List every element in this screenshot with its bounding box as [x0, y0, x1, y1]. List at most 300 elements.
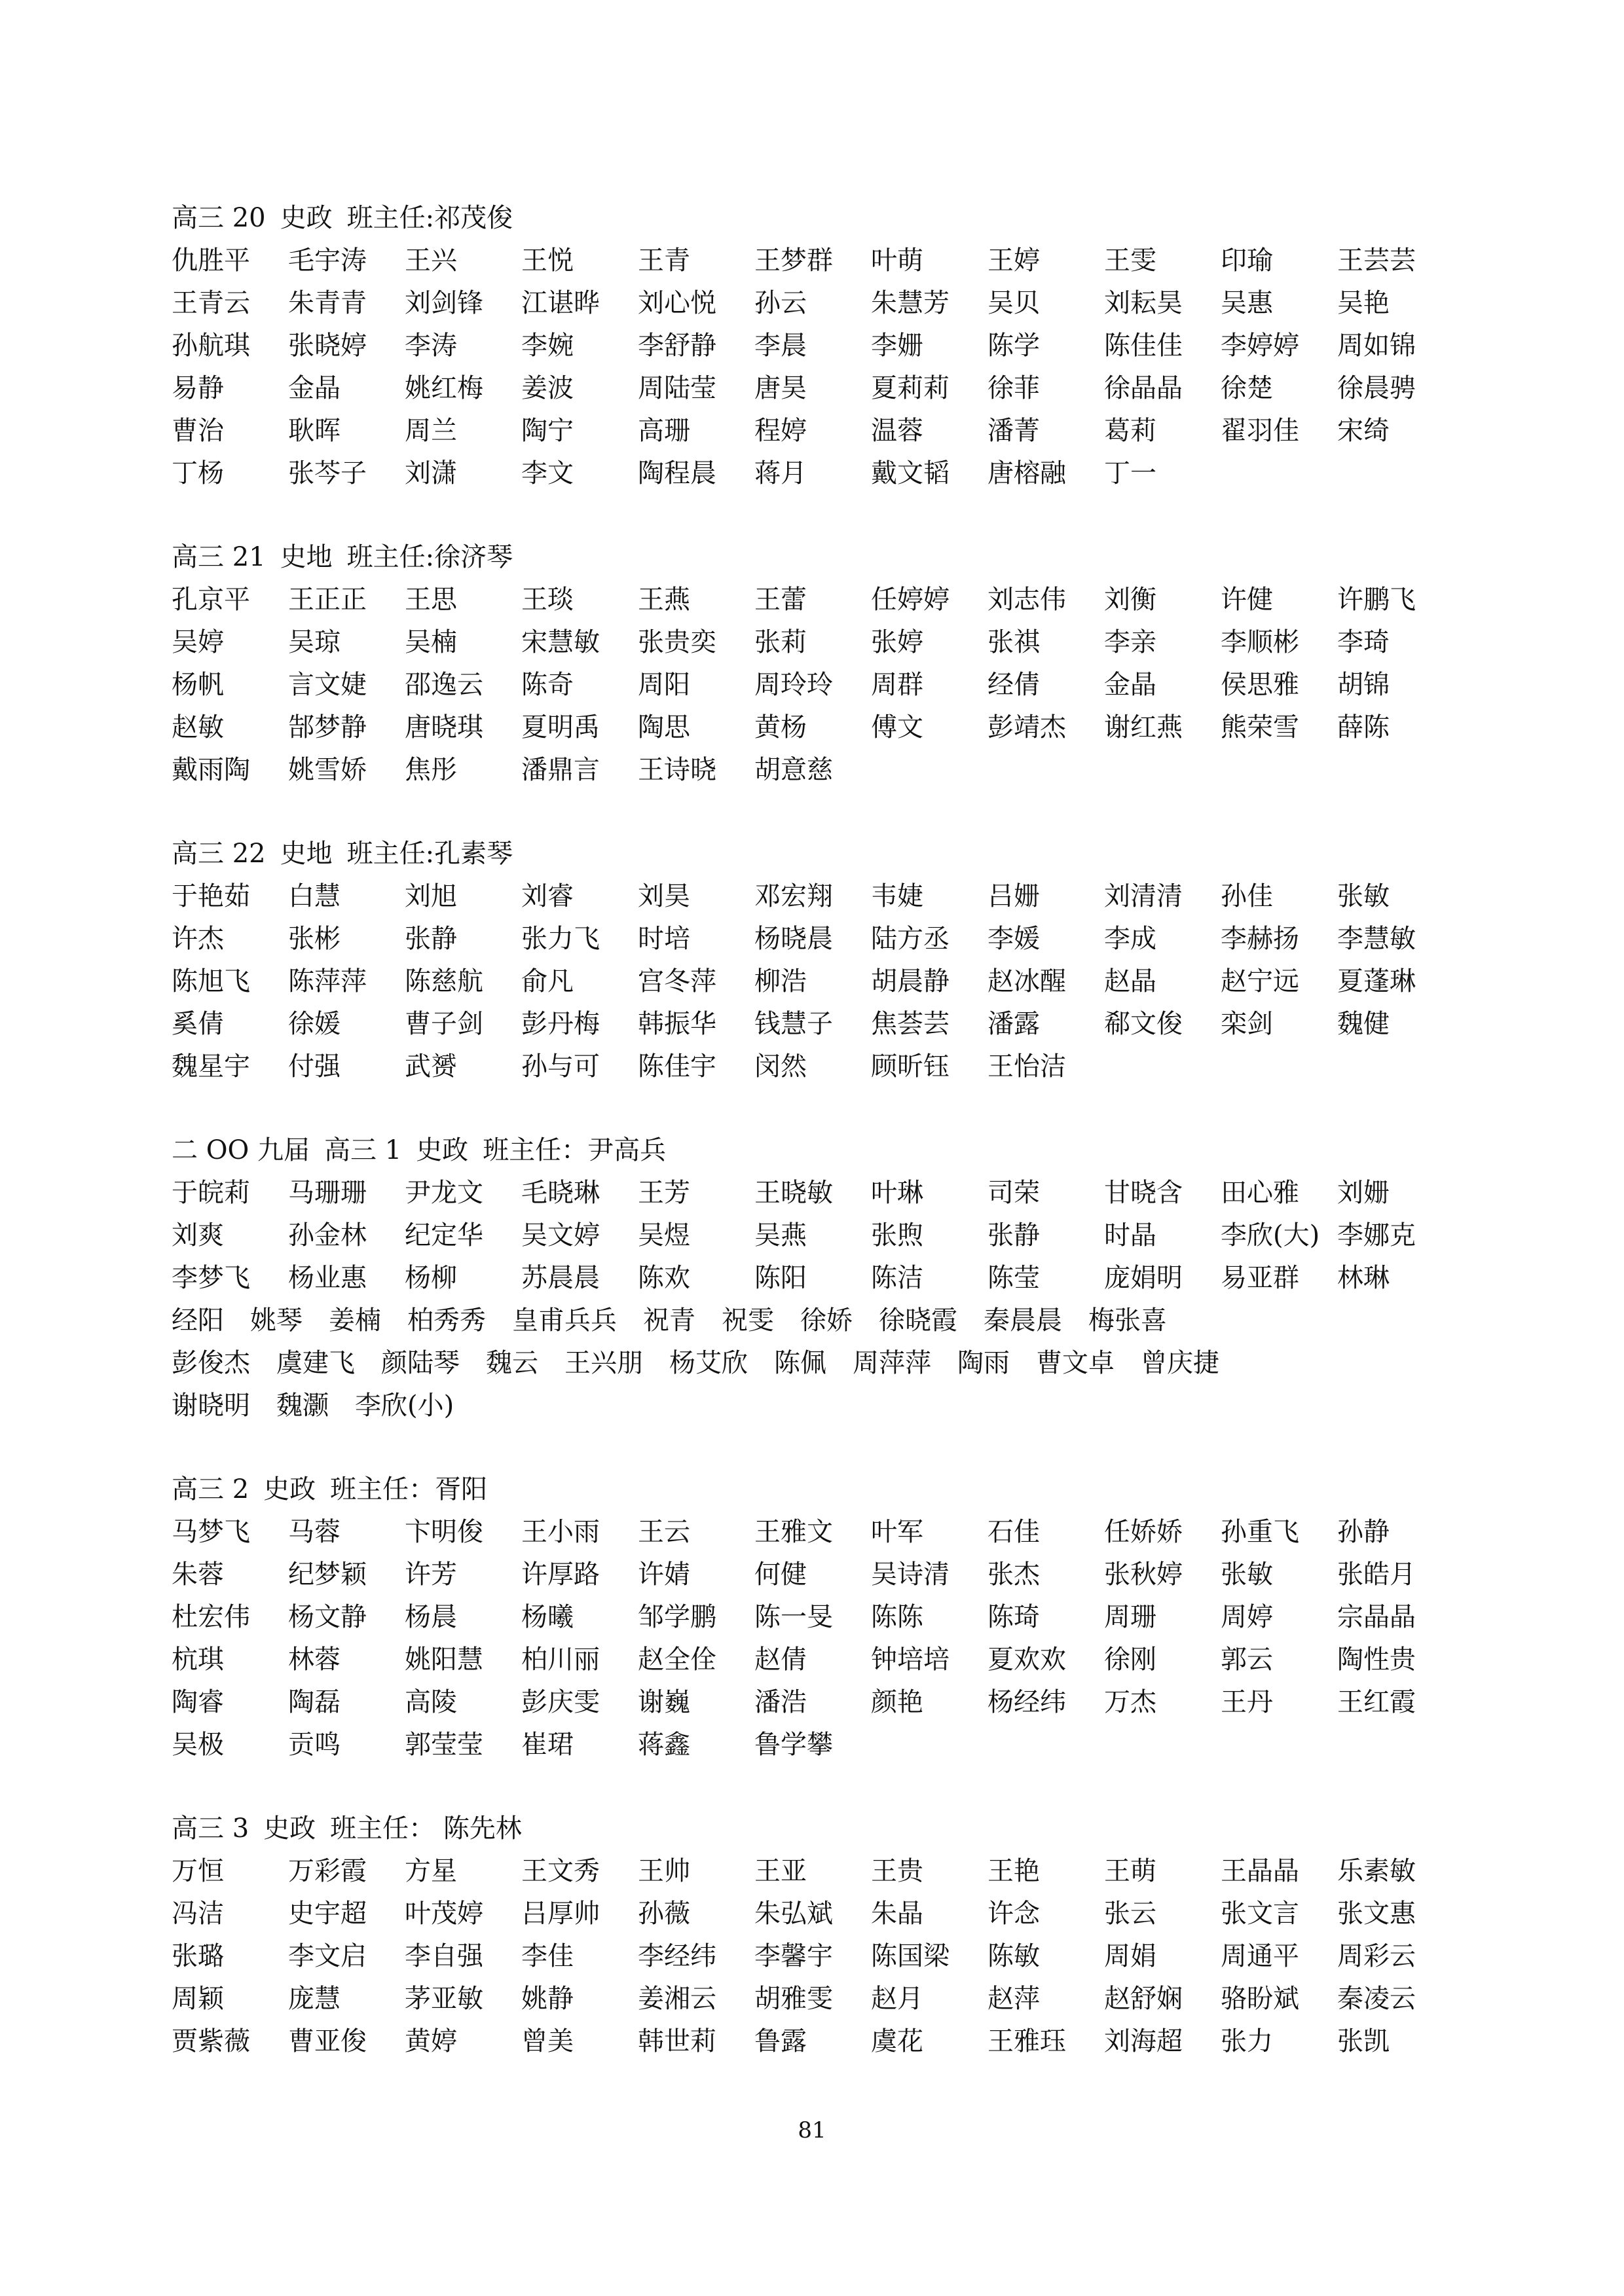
- student-name: 陶思: [638, 712, 690, 742]
- student-name: 谢巍: [638, 1687, 690, 1717]
- student-name: 姚静: [521, 1984, 574, 2014]
- student-name: 贾紫薇: [172, 2026, 250, 2056]
- student-name: 魏云: [486, 1348, 538, 1378]
- student-name-grid: [172, 579, 1455, 792]
- student-name: 王兴朋: [564, 1348, 643, 1378]
- student-name: 付强: [288, 1051, 341, 1082]
- student-name: 张力飞: [521, 924, 600, 954]
- student-name: 傅文: [871, 712, 923, 742]
- student-name: 李佳: [521, 1941, 574, 1971]
- student-name: 吴燕: [754, 1220, 807, 1250]
- student-name: 杨业惠: [288, 1263, 367, 1293]
- student-name: 李欣(小): [355, 1391, 454, 1421]
- student-name: 张晓婷: [288, 331, 367, 361]
- student-name: 刘旭: [405, 881, 457, 911]
- student-name: 张文惠: [1337, 1899, 1416, 1929]
- student-name: 赵倩: [754, 1645, 807, 1675]
- student-name: 杨曦: [521, 1602, 574, 1632]
- student-name: 刘衡: [1104, 585, 1156, 615]
- class-section: [172, 1129, 1455, 1427]
- student-name: 周婷: [1221, 1602, 1273, 1632]
- student-name: 胡晨静: [871, 966, 950, 996]
- student-name: 贡鸣: [288, 1730, 341, 1760]
- student-name: 侯思雅: [1221, 670, 1299, 700]
- class-heading: [172, 196, 1455, 240]
- class-heading: [172, 832, 1455, 875]
- student-name: 柳浩: [754, 966, 807, 996]
- student-name: 胡锦: [1337, 670, 1390, 700]
- student-name: 黄杨: [754, 712, 807, 742]
- student-name: 鲁学攀: [754, 1730, 833, 1760]
- student-name: 冯洁: [172, 1899, 224, 1929]
- student-name: 陈阳: [754, 1263, 807, 1293]
- student-name: 张皓月: [1337, 1559, 1416, 1590]
- student-name-grid: [172, 240, 1455, 495]
- student-name: 陆方丞: [871, 924, 950, 954]
- student-name: 夏蓬琳: [1337, 966, 1416, 996]
- student-name: 徐刚: [1104, 1645, 1156, 1675]
- student-name: 田心雅: [1221, 1178, 1299, 1208]
- student-name: 陶雨: [957, 1348, 1010, 1378]
- student-name: 陶宁: [521, 416, 574, 446]
- student-name: 孔京平: [172, 585, 250, 615]
- student-name: 姚阳慧: [405, 1645, 483, 1675]
- student-name: 陶磊: [288, 1687, 341, 1717]
- student-name: 林蓉: [288, 1645, 341, 1675]
- student-name: 张杰: [987, 1559, 1040, 1590]
- student-name: 金晶: [1104, 670, 1156, 700]
- student-name: 李娜克: [1337, 1220, 1416, 1250]
- student-name: 柏秀秀: [407, 1305, 486, 1336]
- student-name: 王雅文: [754, 1517, 833, 1547]
- student-name: 张云: [1104, 1899, 1156, 1929]
- student-name: 叶军: [871, 1517, 923, 1547]
- class-title: 高三 3: [172, 1813, 249, 1844]
- student-name: 陶睿: [172, 1687, 224, 1717]
- student-name: 张祺: [987, 627, 1040, 657]
- student-name: 唐榕融: [987, 458, 1066, 488]
- student-name: 彭靖杰: [987, 712, 1066, 742]
- student-name: 吴煜: [638, 1220, 690, 1250]
- student-name: 徐晨骋: [1337, 373, 1416, 403]
- student-name: 姜湘云: [638, 1984, 716, 2014]
- student-name: 丁一: [1104, 458, 1156, 488]
- student-name: 王正正: [288, 585, 367, 615]
- student-name: 周珊: [1104, 1602, 1156, 1632]
- student-name: 吕厚帅: [521, 1899, 600, 1929]
- student-name: 李馨宇: [754, 1941, 833, 1971]
- student-name: 刘睿: [521, 881, 574, 911]
- student-name: 王晓敏: [754, 1178, 833, 1208]
- student-name: 周娟: [1104, 1941, 1156, 1971]
- student-name: 陈奇: [521, 670, 574, 700]
- student-name: 许杰: [172, 924, 224, 954]
- student-name: 朱慧芳: [871, 288, 950, 318]
- student-name: 赵晶: [1104, 966, 1156, 996]
- student-name: 李成: [1104, 924, 1156, 954]
- student-name: 万恒: [172, 1856, 224, 1886]
- student-name: 戴雨陶: [172, 755, 250, 785]
- student-name: 陈慈航: [405, 966, 483, 996]
- student-name: 徐晓霞: [879, 1305, 957, 1336]
- student-name: 梅张喜: [1088, 1305, 1167, 1336]
- student-name: 曹治: [172, 416, 224, 446]
- student-name: 言文婕: [288, 670, 367, 700]
- student-name: 易亚群: [1221, 1263, 1299, 1293]
- class-section: [172, 1807, 1455, 2063]
- student-name-grid: [172, 1511, 1455, 1766]
- student-name: 吴惠: [1221, 288, 1273, 318]
- student-name: 史宇超: [288, 1899, 367, 1929]
- student-name: 钱慧子: [754, 1009, 833, 1039]
- student-name: 江谌晔: [521, 288, 600, 318]
- student-name: 栾剑: [1221, 1009, 1273, 1039]
- student-name: 俞凡: [521, 966, 574, 996]
- student-name: 曹亚俊: [288, 2026, 367, 2056]
- student-name: 赵舒娴: [1104, 1984, 1183, 2014]
- student-name: 杨晨: [405, 1602, 457, 1632]
- student-name: 王芸芸: [1337, 246, 1416, 276]
- student-name: 王青云: [172, 288, 250, 318]
- class-track: 史地: [280, 839, 333, 869]
- student-name: 虞花: [871, 2026, 923, 2056]
- student-name: 甘晓含: [1104, 1178, 1183, 1208]
- student-name-grid: [172, 1172, 1455, 1300]
- student-name: 纪定华: [405, 1220, 483, 1250]
- student-name: 王婷: [987, 246, 1040, 276]
- student-name: 王琰: [521, 585, 574, 615]
- student-name: 宗晶晶: [1337, 1602, 1416, 1632]
- student-name: 杨文静: [288, 1602, 367, 1632]
- student-name: 赵敏: [172, 712, 224, 742]
- student-name: 孙静: [1337, 1517, 1390, 1547]
- student-name: 王兴: [405, 246, 457, 276]
- student-name: 李慧敏: [1337, 924, 1416, 954]
- student-name: 任娇娇: [1104, 1517, 1183, 1547]
- student-name: 潘露: [987, 1009, 1040, 1039]
- student-name: 吕姗: [987, 881, 1040, 911]
- student-name: 赵萍: [987, 1984, 1040, 2014]
- student-name: 祝雯: [722, 1305, 774, 1336]
- student-name: 王云: [638, 1517, 690, 1547]
- student-name: 王青: [638, 246, 690, 276]
- student-name: 王蕾: [754, 585, 807, 615]
- student-name: 蒋鑫: [638, 1730, 690, 1760]
- student-name: 张文言: [1221, 1899, 1299, 1929]
- student-name: 杨柳: [405, 1263, 457, 1293]
- student-name: 林琳: [1337, 1263, 1390, 1293]
- student-name: 李媛: [987, 924, 1040, 954]
- student-name: 韦婕: [871, 881, 923, 911]
- student-name: 王丹: [1221, 1687, 1273, 1717]
- student-name: 郜梦静: [288, 712, 367, 742]
- student-name: 李姗: [871, 331, 923, 361]
- student-name: 庞慧: [288, 1984, 341, 2014]
- student-name: 秦晨晨: [984, 1305, 1062, 1336]
- student-name: 王贵: [871, 1856, 923, 1886]
- student-name: 万彩霞: [288, 1856, 367, 1886]
- student-name: 李舒静: [638, 331, 716, 361]
- student-name: 经阳: [172, 1305, 224, 1336]
- student-name: 陈佩: [774, 1348, 826, 1378]
- student-name: 鲁露: [754, 2026, 807, 2056]
- student-name: 吴极: [172, 1730, 224, 1760]
- student-name: 奚倩: [172, 1009, 224, 1039]
- student-name: 朱晶: [871, 1899, 923, 1929]
- student-name: 焦荟芸: [871, 1009, 950, 1039]
- student-name: 蒋月: [754, 458, 807, 488]
- student-name: 陈学: [987, 331, 1040, 361]
- head-teacher-label: 班主任:徐济琴: [346, 542, 513, 572]
- student-name: 韩世莉: [638, 2026, 716, 2056]
- student-name: 马蓉: [288, 1517, 341, 1547]
- student-name: 李琦: [1337, 627, 1390, 657]
- student-name: 王燕: [638, 585, 690, 615]
- student-name: 彭庆雯: [521, 1687, 600, 1717]
- class-track: 史政: [280, 203, 333, 233]
- student-name: 杭琪: [172, 1645, 224, 1675]
- student-name: 李晨: [754, 331, 807, 361]
- student-name: 潘浩: [754, 1687, 807, 1717]
- student-name: 徐媛: [288, 1009, 341, 1039]
- student-name: 李婉: [521, 331, 574, 361]
- student-name: 吴琼: [288, 627, 341, 657]
- student-name: 李欣(大): [1221, 1220, 1320, 1250]
- student-name: 吴诗清: [871, 1559, 950, 1590]
- student-name: 魏灏: [276, 1391, 329, 1421]
- student-name: 李文: [521, 458, 574, 488]
- head-teacher-label: 班主任： 陈先林: [330, 1813, 522, 1844]
- student-name: 陈陈: [871, 1602, 923, 1632]
- student-name: 张敏: [1221, 1559, 1273, 1590]
- student-name: 经倩: [987, 670, 1040, 700]
- student-name: 许婧: [638, 1559, 690, 1590]
- class-section: [172, 1468, 1455, 1766]
- student-name: 姜波: [521, 373, 574, 403]
- student-name: 丁杨: [172, 458, 224, 488]
- student-name: 马珊珊: [288, 1178, 367, 1208]
- student-name: 周陆莹: [638, 373, 716, 403]
- student-name: 陈洁: [871, 1263, 923, 1293]
- student-name: 张婷: [871, 627, 923, 657]
- student-name: 王红霞: [1337, 1687, 1416, 1717]
- student-name: 朱弘斌: [754, 1899, 833, 1929]
- student-name: 刘志伟: [987, 585, 1066, 615]
- student-name: 王诗晓: [638, 755, 716, 785]
- student-name: 魏健: [1337, 1009, 1390, 1039]
- student-name: 熊荣雪: [1221, 712, 1299, 742]
- head-teacher-label: 班主任:孔素琴: [346, 839, 513, 869]
- student-name: 李梦飞: [172, 1263, 250, 1293]
- student-name-row: [172, 1385, 1455, 1427]
- head-teacher-label: 班主任:祁茂俊: [346, 203, 513, 233]
- student-name: 祝青: [643, 1305, 695, 1336]
- student-name: 陶性贵: [1337, 1645, 1416, 1675]
- student-name: 陈佳宇: [638, 1051, 716, 1082]
- student-name: 王文秀: [521, 1856, 600, 1886]
- student-name: 李赫扬: [1221, 924, 1299, 954]
- student-name: 杨晓晨: [754, 924, 833, 954]
- student-name: 吴文婷: [521, 1220, 600, 1250]
- student-name: 孙航琪: [172, 331, 250, 361]
- student-name: 宋绮: [1337, 416, 1390, 446]
- student-name: 陈琦: [987, 1602, 1040, 1632]
- student-name: 夏欢欢: [987, 1645, 1066, 1675]
- student-name: 魏星宇: [172, 1051, 250, 1082]
- student-name: 杜宏伟: [172, 1602, 250, 1632]
- student-name: 刘海超: [1104, 2026, 1183, 2056]
- student-name: 姚雪娇: [288, 755, 367, 785]
- student-name: 周如锦: [1337, 331, 1416, 361]
- student-name: 李亲: [1104, 627, 1156, 657]
- student-name: 刘潇: [405, 458, 457, 488]
- student-name: 周玲玲: [754, 670, 833, 700]
- student-name: 时晶: [1104, 1220, 1156, 1250]
- student-name: 李经纬: [638, 1941, 716, 1971]
- student-name: 曹文卓: [1036, 1348, 1115, 1378]
- student-name: 周颖: [172, 1984, 224, 2014]
- class-heading: [172, 536, 1455, 579]
- class-title: 高三 21: [172, 542, 266, 572]
- student-name: 司荣: [987, 1178, 1040, 1208]
- student-name: 石佳: [987, 1517, 1040, 1547]
- class-heading: [172, 1129, 1455, 1172]
- student-name: 徐楚: [1221, 373, 1273, 403]
- class-track: 史政: [263, 1813, 316, 1844]
- student-name: 张静: [405, 924, 457, 954]
- student-name: 高珊: [638, 416, 690, 446]
- student-name: 陈莹: [987, 1263, 1040, 1293]
- student-name: 曹子剑: [405, 1009, 483, 1039]
- student-name: 陈欢: [638, 1263, 690, 1293]
- class-track: 史地: [280, 542, 333, 572]
- student-name: 许鹏飞: [1337, 585, 1416, 615]
- student-name: 唐晓琪: [405, 712, 483, 742]
- student-name: 宫冬萍: [638, 966, 716, 996]
- student-name: 夏莉莉: [871, 373, 950, 403]
- student-name: 刘昊: [638, 881, 690, 911]
- student-name: 王艳: [987, 1856, 1040, 1886]
- student-name: 刘爽: [172, 1220, 224, 1250]
- student-name: 潘菁: [987, 416, 1040, 446]
- student-name: 仇胜平: [172, 246, 250, 276]
- student-name: 彭丹梅: [521, 1009, 600, 1039]
- student-name: 翟羽佳: [1221, 416, 1299, 446]
- student-name: 许厚路: [521, 1559, 600, 1590]
- student-name: 张莉: [754, 627, 807, 657]
- student-name: 陈国梁: [871, 1941, 950, 1971]
- student-name: 孙金林: [288, 1220, 367, 1250]
- student-name: 徐菲: [987, 373, 1040, 403]
- student-name: 韩振华: [638, 1009, 716, 1039]
- student-name: 姜楠: [329, 1305, 381, 1336]
- student-name: 吴艳: [1337, 288, 1390, 318]
- student-name-grid: [172, 1850, 1455, 2063]
- student-name: 夏明禹: [521, 712, 600, 742]
- student-name: 许芳: [405, 1559, 457, 1590]
- student-name: 胡意慈: [754, 755, 833, 785]
- student-name: 焦彤: [405, 755, 457, 785]
- student-name: 潘鼎言: [521, 755, 600, 785]
- student-name: 王雯: [1104, 246, 1156, 276]
- student-name: 骆盼斌: [1221, 1984, 1299, 2014]
- student-name: 李婷婷: [1221, 331, 1299, 361]
- student-name: 张力: [1221, 2026, 1273, 2056]
- student-name: 张煦: [871, 1220, 923, 1250]
- student-name: 颜艳: [871, 1687, 923, 1717]
- student-name: 周群: [871, 670, 923, 700]
- student-name: 赵全佺: [638, 1645, 716, 1675]
- student-name: 张静: [987, 1220, 1040, 1250]
- student-name: 金晶: [288, 373, 341, 403]
- student-name: 吴贝: [987, 288, 1040, 318]
- student-name: 徐娇: [800, 1305, 853, 1336]
- student-name: 于皖莉: [172, 1178, 250, 1208]
- student-name: 李顺彬: [1221, 627, 1299, 657]
- student-name: 易静: [172, 373, 224, 403]
- student-name: 白慧: [288, 881, 341, 911]
- student-name: 张贵奕: [638, 627, 716, 657]
- student-name: 邓宏翔: [754, 881, 833, 911]
- student-name: 郗文俊: [1104, 1009, 1183, 1039]
- student-name: 郭莹莹: [405, 1730, 483, 1760]
- student-name: 刘清清: [1104, 881, 1183, 911]
- student-name: 赵冰醒: [987, 966, 1066, 996]
- student-name: 谢红燕: [1104, 712, 1183, 742]
- class-title: 高三 1: [324, 1135, 402, 1165]
- student-name: 戴文韬: [871, 458, 950, 488]
- student-name: 张敏: [1337, 881, 1390, 911]
- head-teacher-label: 班主任：尹高兵: [483, 1135, 667, 1165]
- student-name: 万杰: [1104, 1687, 1156, 1717]
- student-name: 张芩子: [288, 458, 367, 488]
- student-name: 叶萌: [871, 246, 923, 276]
- student-name: 王芳: [638, 1178, 690, 1208]
- student-name: 王怡洁: [987, 1051, 1066, 1082]
- student-name: 皇甫兵兵: [512, 1305, 617, 1336]
- student-name: 耿晖: [288, 416, 341, 446]
- student-name: 赵宁远: [1221, 966, 1299, 996]
- student-name: 孙云: [754, 288, 807, 318]
- class-section: [172, 832, 1455, 1088]
- student-name: 谢晓明: [172, 1391, 250, 1421]
- student-name: 陶程晨: [638, 458, 716, 488]
- student-name: 朱青青: [288, 288, 367, 318]
- student-name: 王萌: [1104, 1856, 1156, 1886]
- student-name: 周通平: [1221, 1941, 1299, 1971]
- student-name: 孙与可: [521, 1051, 600, 1082]
- class-title: 高三 20: [172, 203, 266, 233]
- student-name: 曾美: [521, 2026, 574, 2056]
- student-name: 崔珺: [521, 1730, 574, 1760]
- student-name: 杨帆: [172, 670, 224, 700]
- student-name: 许健: [1221, 585, 1273, 615]
- student-name: 颜陆琴: [381, 1348, 460, 1378]
- student-name: 于艳茹: [172, 881, 250, 911]
- student-name: 赵月: [871, 1984, 923, 2014]
- class-title: 高三 22: [172, 839, 266, 869]
- student-name: 乐素敏: [1337, 1856, 1416, 1886]
- student-name: 高陵: [405, 1687, 457, 1717]
- student-name: 武赟: [405, 1051, 457, 1082]
- student-name: 吴婷: [172, 627, 224, 657]
- student-name: 苏晨晨: [521, 1263, 600, 1293]
- student-name: 王晶晶: [1221, 1856, 1299, 1886]
- student-name: 姚红梅: [405, 373, 483, 403]
- student-name: 吴楠: [405, 627, 457, 657]
- class-section: [172, 196, 1455, 495]
- student-name: 时培: [638, 924, 690, 954]
